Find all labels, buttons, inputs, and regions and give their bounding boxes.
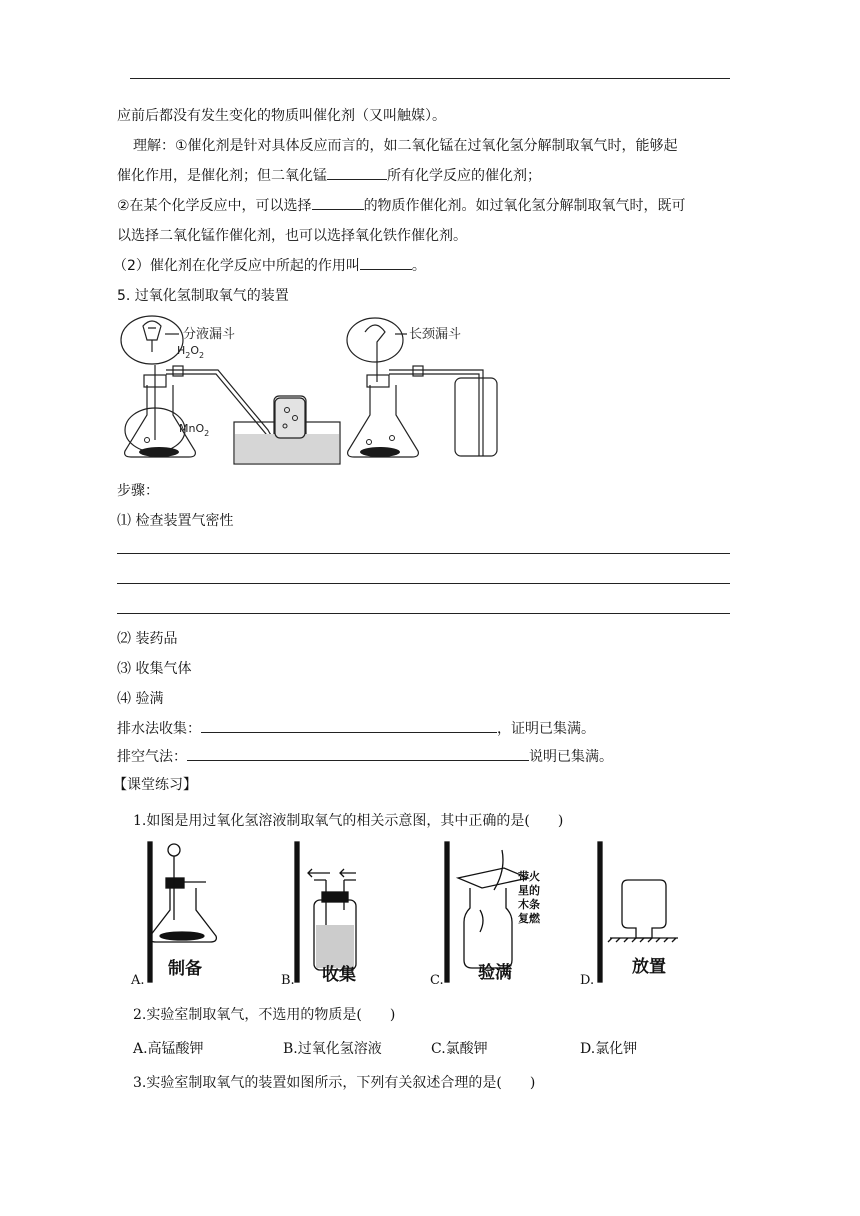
practice-section-title: 【课堂练习】 xyxy=(113,777,197,793)
text-segment: 排水法收集： xyxy=(117,721,201,737)
text-segment: 的物质作催化剂。如过氧化氢分解制取氧气时，既可 xyxy=(363,198,686,214)
option-text: 过氧化氢溶液 xyxy=(297,1041,382,1057)
answer-line[interactable] xyxy=(117,553,730,554)
step-check-full: ⑷ 验满 xyxy=(117,691,164,707)
text-segment: 说明已集满。 xyxy=(529,749,613,765)
fill-blank[interactable] xyxy=(327,165,387,180)
text-segment: ，证明已集满。 xyxy=(497,721,595,737)
text-segment: （2）催化剂在化学反应中所起的作用叫 xyxy=(113,258,360,274)
text-segment: 。 xyxy=(411,258,426,274)
stand-rod-d xyxy=(598,842,602,982)
text-segment: 所有化学反应的催化剂； xyxy=(387,168,541,184)
paragraph-catalysis-question xyxy=(113,255,426,275)
fill-blank[interactable] xyxy=(360,255,412,270)
q2-option-c[interactable] xyxy=(431,1038,488,1058)
option-text: 氯酸钾 xyxy=(445,1041,488,1057)
q1-option-a[interactable]: A. xyxy=(131,973,145,988)
paragraph-catalyst-definition: 应前后都没有发生变化的物质叫催化剂（又叫触媒）。 xyxy=(117,108,446,124)
stand-rod-c xyxy=(445,842,449,982)
text-segment: 催化作用，是催化剂；但二氧化锰 xyxy=(117,168,327,184)
question-1: 1.如图是用过氧化氢溶液制取氧气的相关示意图，其中正确的是( ) xyxy=(133,813,564,829)
panel-note-c: 星的 xyxy=(518,884,540,897)
panel-caption-c: 验满 xyxy=(478,963,512,983)
option-letter: D. xyxy=(580,1041,596,1057)
panel-note-c: 复燃 xyxy=(518,912,540,925)
question-2: 2.实验室制取氧气，不选用的物质是( ) xyxy=(133,1007,396,1023)
gas-collecting-bottle-upright xyxy=(455,378,497,456)
arrow-icon xyxy=(308,869,330,877)
panel-caption-a: 制备 xyxy=(168,959,202,979)
panel-caption-d: 放置 xyxy=(632,957,666,977)
step-collect-gas: ⑶ 收集气体 xyxy=(117,661,192,677)
section-heading-apparatus: 5. 过氧化氢制取氧气的装置 xyxy=(117,288,289,304)
q2-option-a[interactable] xyxy=(133,1038,204,1058)
flask-right-icon xyxy=(348,385,419,457)
apparatus-diagram xyxy=(117,310,527,470)
gas-bottle-d xyxy=(622,880,666,938)
fill-blank[interactable] xyxy=(187,746,529,761)
mno2-solid xyxy=(360,447,400,457)
stand-rod-b xyxy=(295,842,299,982)
separatory-funnel-icon xyxy=(143,321,161,352)
funnel-bulb-a xyxy=(168,844,180,856)
question-3: 3.实验室制取氧气的装置如图所示，下列有关叙述合理的是( ) xyxy=(133,1075,536,1091)
q1-option-b[interactable]: B. xyxy=(281,973,295,988)
q1-option-c[interactable]: C. xyxy=(430,973,444,988)
paragraph-understanding-2 xyxy=(117,165,541,185)
paragraph-understanding-1: 理解：①催化剂是针对具体反应而言的，如二氧化锰在过氧化氢分解制取氧气时，能够起 xyxy=(133,138,678,154)
answer-line[interactable] xyxy=(117,583,730,584)
delivery-tube-right xyxy=(389,370,483,456)
arrow-icon xyxy=(340,869,356,877)
steps-title: 步骤： xyxy=(117,483,159,499)
gas-bottle-c xyxy=(464,888,512,968)
option-letter: B. xyxy=(283,1041,298,1057)
q2-option-d[interactable] xyxy=(580,1038,637,1058)
fill-blank[interactable] xyxy=(312,195,364,210)
stand-rod-a xyxy=(148,842,152,982)
q1-figures xyxy=(130,840,690,990)
label-mno2: MnO$_2$ xyxy=(179,422,210,438)
text-segment: ②在某个化学反应中，可以选择 xyxy=(117,198,312,214)
fill-blank[interactable] xyxy=(201,718,497,733)
step-load-reagents: ⑵ 装药品 xyxy=(117,631,178,647)
option-text: 氯化钾 xyxy=(595,1041,638,1057)
q1-option-d[interactable]: D. xyxy=(580,973,595,988)
mno2-solid xyxy=(139,447,179,457)
paragraph-understanding-4: 以选择二氧化锰作催化剂，也可以选择氧化铁作催化剂。 xyxy=(117,228,467,244)
option-letter: A. xyxy=(133,1041,148,1057)
panel-note-c: 木条 xyxy=(518,898,540,911)
label-separatory-funnel: 分液漏斗 xyxy=(183,327,236,342)
option-letter: C. xyxy=(431,1041,446,1057)
header-rule xyxy=(130,78,730,79)
label-long-neck-funnel: 长颈漏斗 xyxy=(409,327,462,342)
panel-caption-b: 收集 xyxy=(322,965,356,985)
q2-option-b[interactable] xyxy=(283,1038,382,1058)
label-h2o2: $H_2O_2$ xyxy=(177,344,205,360)
text-segment: 排空气法： xyxy=(117,749,187,765)
option-text: 高锰酸钾 xyxy=(147,1041,204,1057)
paragraph-understanding-3 xyxy=(117,195,686,215)
air-displacement-line xyxy=(117,746,613,766)
step-check-airtightness: ⑴ 检查装置气密性 xyxy=(117,513,234,529)
panel-note-c: 带火 xyxy=(518,870,540,883)
answer-line[interactable] xyxy=(117,613,730,614)
water-displacement-line xyxy=(117,718,595,738)
long-neck-funnel-icon xyxy=(365,325,385,382)
